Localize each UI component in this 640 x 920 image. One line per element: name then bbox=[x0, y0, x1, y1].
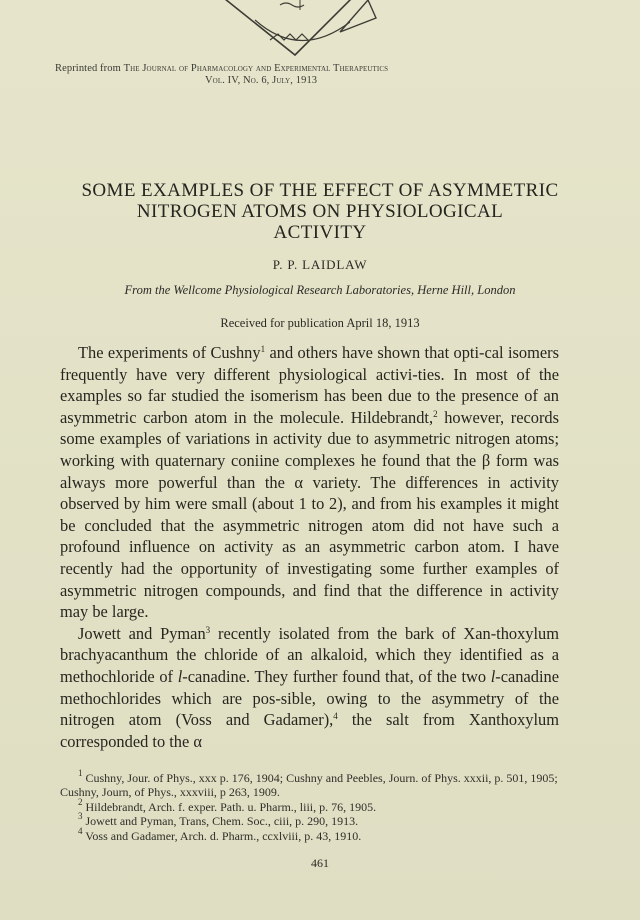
journal-name: The Journal of Pharmacology and Experimental Therapeutics bbox=[123, 63, 389, 74]
author-name: P. P. LAIDLAW bbox=[272, 257, 368, 272]
footnote: $^3$ Jowett and Pyman, Trans, Chem. Soc., ciii, p. 290, 1913. bbox=[78, 811, 359, 829]
article-title bbox=[40, 180, 600, 243]
footnote: $^4$ Voss and Gadamer, Arch. d. Pharm., ccxlviii, p. 43, 1910. bbox=[78, 825, 362, 843]
paragraph: The experiments of Cushny$^1$ and others have shown that opti-cal isomers frequently have very different physiological activi-ties. In most of the examples so far studied the isomerism has been due to the presence of an asymmetric carbon atom in the molecule. Hildebrandt,$^2$ however, records some examples of variations in activity due to asymmetric nitrogen atoms; working with quaternary coniine complexes he found that the β form was always more powerful than the α variety. The differences in activity observed by him were small (about 1 to 2), and from his examples it might be concluded that the asymmetric nitrogen atom did not have such a profound influence on activity as an asymmetric carbon atom. I have recently had the opportunity of investigating some further examples of asymmetric nitrogen compounds, and find that the difference in activity may be large. bbox=[60, 343, 559, 622]
title-line: ACTIVITY bbox=[273, 222, 367, 243]
footnote-ref: 4 bbox=[333, 711, 338, 722]
footnote: $^2$ Hildebrandt, Arch. f. exper. Path. u. Pharm., liii, p. 76, 1905. bbox=[78, 796, 377, 814]
received-date: Received for publication April 18, 1913 bbox=[220, 316, 420, 330]
author-affiliation: From the Wellcome Physiological Research Laboratories, Herne Hill, London bbox=[124, 283, 516, 297]
article-body bbox=[60, 342, 559, 752]
footnote-ref: 1 bbox=[260, 344, 266, 354]
volume-info: Vol. IV, No. 6, July, 1913 bbox=[205, 75, 318, 86]
journal-reference bbox=[55, 63, 615, 87]
title-line: SOME EXAMPLES OF THE EFFECT OF ASYMMETRIC bbox=[81, 180, 559, 201]
footnote-ref: 2 bbox=[433, 408, 438, 419]
footnote: $^1$ Cushny, Jour. of Phys., xxx p. 176, 1904; Cushny and Peebles, Journ. of Phys. xxxii, p. 501, 1905; Cushny, Journ, of Phys., xxxviii, p 263, 1909. bbox=[60, 768, 558, 800]
reprint-prefix: Reprinted from bbox=[55, 63, 124, 74]
title-line: NITROGEN ATOMS ON PHYSIOLOGICAL bbox=[136, 201, 504, 222]
footnotes bbox=[60, 768, 570, 843]
page-number: 461 bbox=[311, 856, 329, 870]
paragraph: Jowett and Pyman$^3$ recently isolated from the bark of Xan-thoxylum brachyacanthum the chloride of an alkaloid, which they identified as a methochloride of l-canadine. They further found that, of the two l-canadine methochlorides which are pos-sible, owing to the asymmetry of the nitrogen atom (Voss and Gadamer),$^4$ the salt from Xanthoxylum corresponded to the α bbox=[60, 623, 559, 751]
footnote-ref: 3 bbox=[205, 624, 211, 635]
library-stamp-icon bbox=[200, 0, 400, 70]
